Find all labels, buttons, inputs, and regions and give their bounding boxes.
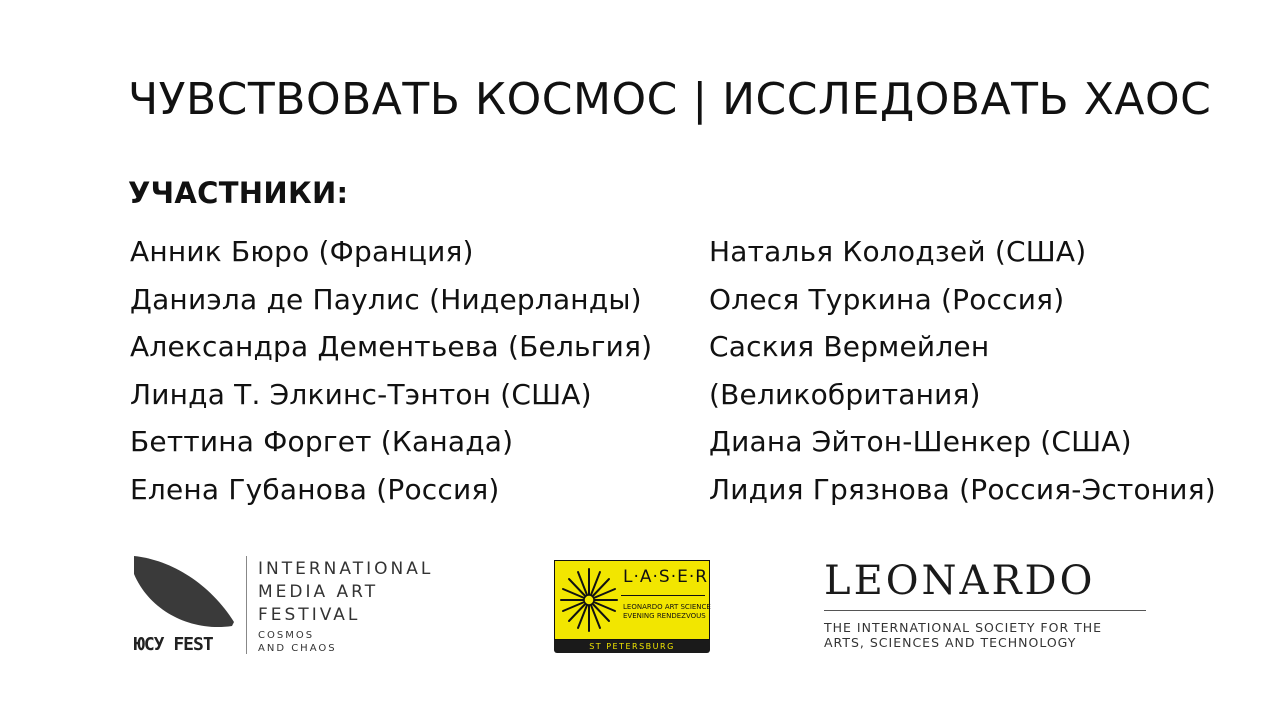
participant-item: Елена Губанова (Россия) bbox=[130, 472, 500, 506]
participants-list-left bbox=[130, 228, 652, 513]
participant-item: Беттина Форгет (Канада) bbox=[130, 425, 514, 458]
laser-desc-line: LEONARDO ART SCIENCE bbox=[623, 603, 711, 611]
participant-item: Олеся Туркина (Россия) bbox=[709, 282, 1065, 316]
crescent-shape-icon bbox=[132, 554, 236, 634]
fest-sub-line: COSMOS bbox=[258, 630, 315, 641]
leonardo-divider bbox=[824, 610, 1146, 611]
laser-desc-line: EVENING RENDEZVOUS bbox=[623, 612, 706, 620]
laser-divider bbox=[621, 595, 705, 596]
fest-wordmark: ЮСУ FEST bbox=[134, 634, 213, 655]
participant-item: Диана Эйтон-Шенкер (США) bbox=[709, 425, 1132, 458]
laser-box bbox=[554, 560, 710, 640]
participant-item: Александра Дементьева (Бельгия) bbox=[130, 330, 653, 363]
participants-list-right bbox=[709, 228, 1216, 513]
festival-logo bbox=[132, 554, 472, 658]
fest-divider bbox=[246, 556, 247, 654]
fest-sub-line: AND CHAOS bbox=[258, 643, 337, 654]
participant-item: Наталья Колодзей (США) bbox=[709, 235, 1087, 268]
fest-line: INTERNATIONAL bbox=[258, 559, 434, 579]
fest-subtitle bbox=[258, 629, 337, 655]
fest-title bbox=[258, 558, 433, 627]
participant-item: Анник Бюро (Франция) bbox=[130, 235, 474, 268]
leonardo-tagline bbox=[824, 620, 1102, 650]
starburst-icon bbox=[557, 561, 621, 639]
participant-item: Линда Т. Элкинс-Тэнтон (США) bbox=[130, 377, 592, 411]
participants-heading: УЧАСТНИКИ: bbox=[128, 176, 349, 210]
leonardo-logo bbox=[824, 558, 1154, 658]
laser-city: ST PETERSBURG bbox=[554, 640, 710, 653]
laser-logo bbox=[554, 560, 712, 654]
participant-item: Саския Вермейлен bbox=[709, 330, 990, 363]
participant-item: (Великобритания) bbox=[709, 377, 981, 411]
participant-item: Лидия Грязнова (Россия-Эстония) bbox=[709, 472, 1216, 506]
leonardo-wordmark: LEONARDO bbox=[824, 558, 1096, 604]
participant-item: Даниэла де Паулис (Нидерланды) bbox=[130, 282, 642, 316]
laser-description bbox=[623, 603, 711, 621]
fest-line: FESTIVAL bbox=[258, 605, 361, 625]
fest-line: MEDIA ART bbox=[258, 582, 379, 602]
leonardo-tag-line: ARTS, SCIENCES AND TECHNOLOGY bbox=[824, 635, 1077, 650]
leonardo-tag-line: THE INTERNATIONAL SOCIETY FOR THE bbox=[824, 620, 1103, 635]
laser-title: L·A·S·E·R bbox=[623, 567, 709, 587]
page-title: ЧУВСТВОВАТЬ КОСМОС | ИССЛЕДОВАТЬ ХАОС bbox=[128, 74, 1212, 125]
